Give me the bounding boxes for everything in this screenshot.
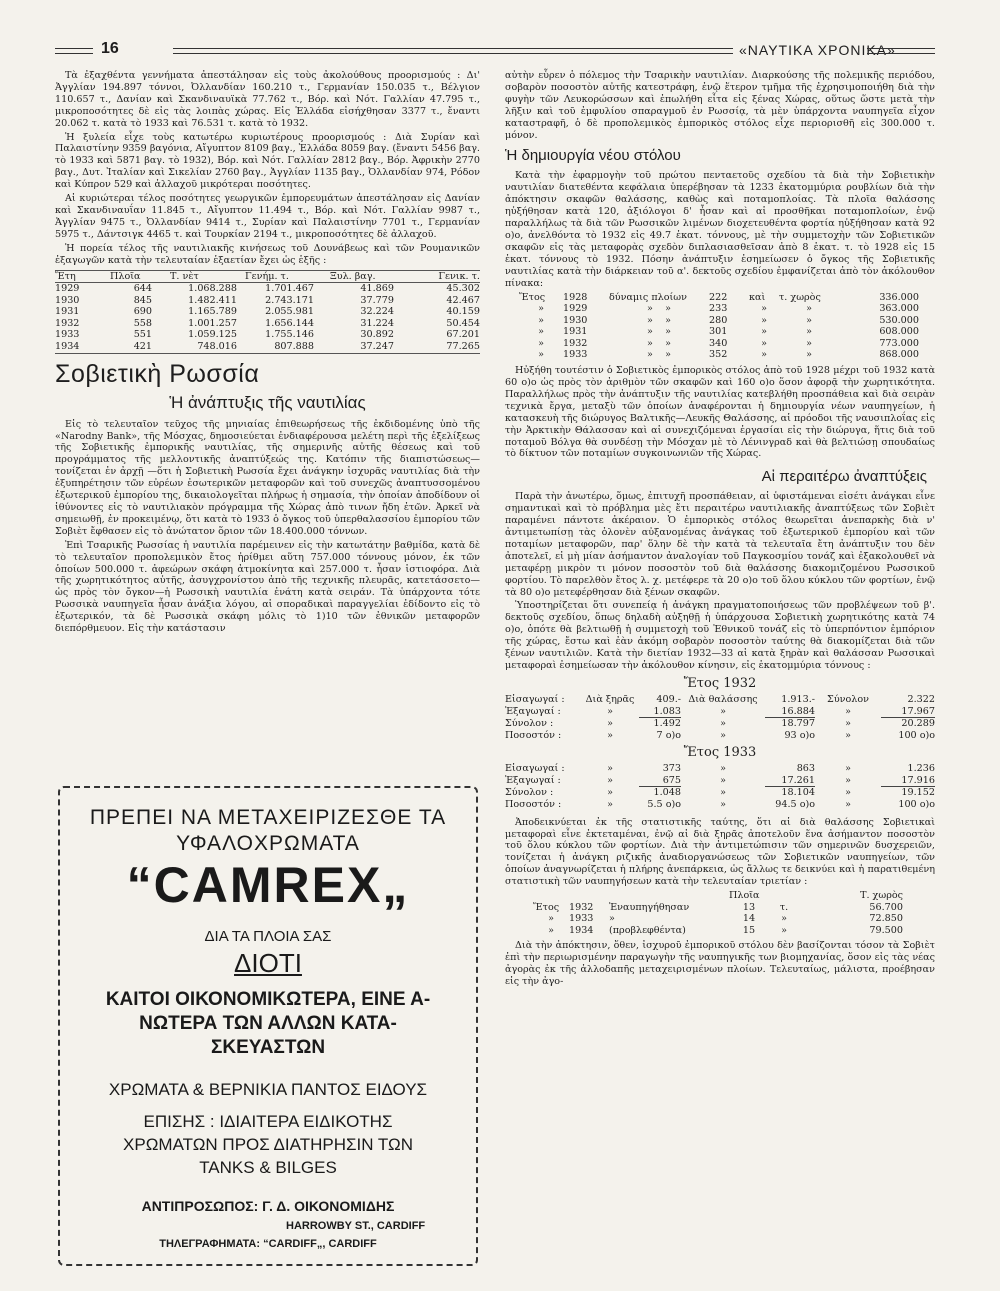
cell-value: 100 ο)ο [898, 799, 935, 811]
cell-ditto: » [806, 314, 812, 326]
cell-ships: 352 [709, 349, 728, 361]
cell-year: 1929 [55, 283, 80, 295]
ditto-mark: » [665, 337, 671, 349]
cell-mode: Διὰ θαλάσσης [688, 693, 758, 705]
table-title-1932: Ἔτος 1932 [683, 675, 757, 691]
cell-mode: » [607, 799, 613, 811]
cell-general: 67.201 [446, 329, 480, 341]
cell-tons: 72.850 [869, 913, 903, 925]
cell-value: 1.492 [653, 718, 681, 730]
cell-ditto: » [806, 349, 812, 361]
cell-ships: 14 [742, 913, 756, 925]
ad-agent: ΑΝΤΙΠΡΟΣΩΠΟΣ: Γ. Δ. ΟΙΚΟΝΟΜΙΔΗΣ [141, 1198, 395, 1214]
cell-mode: » [720, 763, 726, 775]
cell-status: Ἐναυπηγήθησαν [609, 901, 690, 913]
paragraph: Ἀποδεικνύεται ἐκ τῆς στατιστικῆς ταύτης, ὅτι αἱ διὰ θαλάσσης Σοβιετικαὶ μεταφοραὶ εἶνε ἐκτεταμέναι, ἐνῷ αἱ διὰ ξηρᾶς ἀποτελοῦν ἕνα ἀσήμαντον ποσοστὸν τοῦ ὅλου κύκλου τῶν φορτίων. Διὰ τὴν ἀντιμετώπισιν τῶν σημερινῶν δυσχερειῶν, τονίζεται ἡ ἀνάγκη ριζικῆς ἀναδιοργανώσεως τῶν Σοβιετικῶν ναυπηγείων, τῶν ὁποίων ἀναγνωρίζεται ἡ πλήρης ἀνεπάρκεια, ὡς ἄλλως τε δεικνύει καὶ ἡ παρατιθεμένη στατιστικὴ τῶν ναυπηγήσεων κατὰ τὴν τελευταίαν τριετίαν : [505, 816, 935, 888]
cell-mode: » [845, 775, 851, 787]
cell-year: 1928 [563, 291, 588, 303]
ad-claim [60, 988, 476, 1060]
cell-value: 17.916 [881, 775, 935, 787]
cell-empty [533, 890, 569, 902]
paragraph: Ἡ πορεία τέλος τῆς ναυτιλιακῆς κινήσεως τοῦ Δουνάβεως καὶ τῶν Ρουμανικῶν ἐξαγωγῶν κατὰ τὴν τελευταίαν ἑξαετίαν ἔχει ὡς ἑξῆς : [55, 242, 480, 266]
cell-ditto: » [538, 337, 544, 349]
cell-general: 45.302 [446, 283, 480, 295]
paragraph: αὐτὴν εὗρεν ὁ πόλεμος τὴν Τσαρικὴν ναυτιλίαν. Διαρκούσης τῆς πολεμικῆς περιόδου, σοβαρὸν ποσοστὸν αὐτῆς κατεστράφη, ἐνῷ ἕτερον τμῆμα τῆς ἐχρησιμοποιήθη διὰ τὴν φυγὴν τῶν Λευκορώσσων καὶ ἐπωλήθη εἶτα εἰς ξένας Χώρας, οὕτως ὥστε μετὰ τὴν λῆξιν καὶ τοῦ ἐμφυλίου σπαραγμοῦ ἐν Ρωσσίᾳ, τὰ μὲν ὑπάρχοντα ναυπηγεῖα εἶχον καταστραφῆ, ὁ δὲ προπολεμικὸς ἐμπορικὸς στόλος εἶχε περιορισθῆ εἰς 300.000 τ. μόνον. [505, 70, 935, 141]
cell-status: (προβλεφθέντα) [609, 924, 686, 936]
cell-timber: 37.247 [360, 341, 394, 353]
cell-mode: » [607, 787, 613, 799]
page-header [55, 40, 935, 62]
cell-value: 18.104 [781, 787, 815, 799]
cell-timber: 41.869 [360, 283, 394, 295]
ditto-mark: » [647, 314, 653, 326]
cell-year: 1933 [569, 913, 594, 925]
cell-unit: » [781, 924, 787, 936]
table-row [505, 706, 935, 718]
cell-net: 1.068.288 [188, 283, 237, 295]
shipbuilding-table [533, 890, 903, 936]
paragraph: Διὰ τὴν ἀπόκτησιν, ὅθεν, ἰσχυροῦ ἐμπορικοῦ στόλου δὲν βασίζονται τόσον τὰ Σοβιὲτ ἐπὶ τὴν περιωρισμένην παραγωγὴν τῆς ναυπηγικῆς των βιομηχανίας, ὅσον εἰς τὰς νέας ἀγορὰς ἐκ τῆς ἀλλοδαπῆς μεταχειρισμένων πλοίων. Τελευταίως, μάλιστα, προέβησαν εἰς τὴν ἀγο- [505, 940, 935, 988]
cell-value: 2.322 [907, 693, 935, 705]
ad-specialty-line: ΕΠΙΣΗΣ : ΙΔΙΑΙΤΕΡΑ ΕΙΔΙΚΟΤΗΣ [143, 1112, 393, 1131]
page-number: 16 [101, 40, 119, 57]
table-row [519, 338, 919, 350]
ad-claim-line: ΣΚΕΥΑΣΤΩΝ [210, 1037, 326, 1058]
cell-year: 1934 [55, 341, 80, 353]
cell-timber: 37.779 [360, 294, 394, 306]
section-title: Σοβιετικὴ Ρωσσία [55, 359, 260, 388]
section-heading: Ἡ δημιουργία νέου στόλου [505, 147, 681, 165]
cell-value: 100 ο)ο [898, 729, 935, 741]
table-row [505, 799, 935, 811]
cell-ships: 340 [709, 337, 728, 349]
table-header: Πλοῖα [110, 270, 141, 282]
cell-year: 1934 [569, 924, 594, 936]
cell-tons: 608.000 [879, 326, 919, 338]
cell-ships: 15 [742, 924, 756, 936]
cell-label: Εἰσαγωγαί : [505, 693, 565, 705]
paragraph: Αἱ κυριώτεραι τέλος ποσότητες γεωργικῶν ἐμπορευμάτων ἀπεστάλησαν εἰς Δανίαν καὶ Σκανδιναυΐαν 11.845 τ., Αἴγυπτον 11.494 τ., Βόρ. καὶ Νότ. Γαλλίαν 9987 τ., Ἀγγλίαν 9475 τ., Ὀλλανδίαν 9414 τ., Συρίαν καὶ Παλαιστίνην 7701 τ., Γερμανίαν 5975 τ., Δάντσιγκ 4465 τ. καὶ Τουρκίαν 2194 τ., μικροποσότητες δὲ ἀλλαχοῦ. [55, 193, 480, 240]
ad-telegram: ΤΗΛΕΓΡΑΦΗΜΑΤΑ: “CARDIFF„, CARDIFF [159, 1238, 377, 1250]
cell-label: δύναμις πλοίων [609, 291, 687, 303]
cell-timber: 32.224 [360, 306, 394, 318]
cell-status: » [609, 913, 615, 925]
cell-value: 20.289 [901, 718, 935, 730]
cell-label: Σύνολον : [505, 787, 554, 799]
table-row [505, 763, 935, 775]
cell-mode: » [607, 763, 613, 775]
ditto-mark: » [665, 326, 671, 338]
cell-ditto [609, 303, 709, 315]
cell-ditto: » [806, 337, 812, 349]
ad-specialty-line: TANKS & BILGES [199, 1158, 337, 1177]
cell-header: Τ. χωρὸς [860, 890, 903, 902]
cell-unit: τ. [779, 901, 789, 913]
ad-claim-line: ΝΩΤΕΡΑ ΤΩΝ ΑΛΛΩΝ ΚΑΤΑ- [139, 1013, 397, 1034]
cell-grain: 2.055.981 [265, 306, 314, 318]
cell-year: 1932 [569, 901, 594, 913]
transport-table-1933 [505, 763, 935, 810]
danube-table [55, 270, 480, 354]
cell-value: 5.5 ο)ο [647, 799, 681, 811]
cell-tons: 530.000 [879, 314, 919, 326]
cell-mode: » [720, 717, 726, 729]
table-row [519, 315, 919, 327]
table-header: Γενικ. τ. [438, 270, 480, 282]
cell-year: 1930 [563, 314, 588, 326]
cell-value: 373 [662, 763, 681, 775]
cell-grain: 1.656.144 [265, 317, 314, 329]
section-heading: Αἱ περαιτέρω ἀναπτύξεις [761, 468, 927, 486]
cell-ditto: » [806, 303, 812, 315]
table-row [533, 890, 903, 902]
cell-ditto [609, 338, 709, 350]
cell-ships: 233 [709, 303, 728, 315]
cell-mode: » [845, 799, 851, 811]
cell-mode: » [607, 775, 613, 787]
cell-ships: 551 [133, 329, 152, 341]
cell-value: 16.884 [765, 706, 815, 718]
ad-address: HARROWBY ST., CARDIFF [286, 1220, 426, 1232]
cell-mode: » [720, 775, 726, 787]
cell-year: 1933 [563, 349, 588, 361]
table-row [533, 925, 903, 937]
cell-value: 409.- [656, 693, 681, 705]
cell-grain: 807.888 [274, 341, 314, 353]
cell-ditto: » [761, 337, 767, 349]
table-header: Τ. νὲτ [170, 270, 199, 282]
cell-mode: » [720, 787, 726, 799]
cell-value: 675 [639, 775, 681, 787]
cell-mode: » [845, 787, 851, 799]
cell-value: 94.5 ο)ο [775, 799, 815, 811]
cell-value: 863 [796, 763, 815, 775]
camrex-advertisement [58, 786, 478, 1266]
cell-year: 1932 [55, 317, 80, 329]
cell-label: Ποσοστόν : [505, 729, 562, 741]
cell-year: 1930 [55, 294, 80, 306]
cell-value: 18.797 [781, 718, 815, 730]
ditto-mark: » [647, 303, 653, 315]
cell-label: » [548, 924, 554, 936]
ad-text: ΔΙΟΤΙ [234, 948, 302, 978]
cell-mode: » [720, 705, 726, 717]
cell-label: καὶ [749, 291, 766, 303]
cell-label: Ἐξαγωγαί : [505, 705, 561, 717]
ad-brand: “CAMREX„ [126, 857, 410, 913]
cell-timber: 30.892 [360, 329, 394, 341]
ditto-mark: » [647, 337, 653, 349]
table-header: Ξυλ. βαγ. [330, 270, 376, 282]
table-header: Ἔτη [55, 270, 76, 282]
right-column [505, 70, 935, 990]
cell-ditto: » [538, 349, 544, 361]
cell-empty [769, 890, 799, 902]
cell-value: 1.236 [907, 763, 935, 775]
cell-ships: 280 [709, 314, 728, 326]
cell-value: 17.967 [881, 706, 935, 718]
paragraph: Ἐπὶ Τσαρικῆς Ρωσσίας ἡ ναυτιλία παρέμεινεν εἰς τὴν κατωτάτην βαθμίδα, κατὰ δὲ τὸ τελευταῖον προπολεμικὸν ἔτος ἠρίθμει αὕτη 757.000 τόννους μόνον, ἐκ τῶν ὁποίων 500.000 τ. ἀφεώρων σκάφη ἀτμοκίνητα καὶ 257.000 τ. ἦσαν ἱστιοφόρα. Διὰ τῆς χωρητικότητος αὐτῆς, ἀσυγχρονίστου ἀπὸ τῆς τεχνικῆς πλευρᾶς, κατετάσσετο—ὡς πρὸς τὸν ὄγκον—ἡ Ρωσσικὴ ναυτιλία ἐνάτη κατὰ σειράν. Τὰ ὑπάρχοντα τότε Ρωσσικὰ ναυπηγεῖα ἦσαν ἀνάξια λόγου, αἱ σποραδικαὶ παραγγελίαι ἐδίδοντο εἰς τὸ ἐξωτερικόν, τὰ δὲ Ρωσσικὰ σκάφη μόλις τὸ 1)10 τῶν ἐθνικῶν μεταφορῶν διεπόρθμευον. Εἰς τὴν κατάστασιν [55, 539, 480, 635]
cell-ditto [609, 349, 709, 361]
cell-general: 77.265 [446, 341, 480, 353]
cell-mode: » [845, 717, 851, 729]
cell-year: 1933 [55, 329, 80, 341]
cell-mode: » [607, 717, 613, 729]
cell-tons: 363.000 [879, 303, 919, 315]
ditto-mark: » [665, 349, 671, 361]
cell-label: Ποσοστόν : [505, 799, 562, 811]
cell-year: 1929 [563, 303, 588, 315]
magazine-title: «ΝΑΥΤΙΚΑ ΧΡΟΝΙΚΑ» [739, 42, 896, 58]
paragraph: Παρὰ τὴν ἀνωτέρω, ὅμως, ἐπιτυχῆ προσπάθειαν, αἱ ὑφιστάμεναι εἰσέτι ἀνάγκαι εἶνε σημαντικαὶ καὶ τὸ πρόβλημα μὲς ἔτι περαιτέρω ναυτιλιακῆς ἀναπτύξεως τῶν Σοβιὲτ παραμένει πάντοτε ἀκέραιον. Ὁ ἐμπορικὸς στόλος θεωρεῖται ἀνεπαρκὴς διὰ ν' ἀντιμετωπίσῃ τὰς ὁλονὲν αὐξανομένας ἀνάγκας τοῦ ἐξωτερικοῦ ἐμπορίου καὶ τῶν ποταμίων μεταφορῶν, παρ' ὅλην δὲ τὴν κατὰ τὰ τελευταῖα ἔτη ἀνάπτυξιν του δὲν ἀποτελεῖ, εἰ μὴ μίαν ἀσήμαντον ἀναλογίαν τοῦ Παγκοσμίου τονάζ καὶ ἐξακολουθεῖ νὰ μεταφέρῃ μικρὸν τι μόνον ποσοστὸν τοῦ διὰ θαλάσσης διακομιζομένου Ρωσσικοῦ φορτίου. Τὸ παρελθὸν ἔτος λ. χ. μετέφερε τὰ 20 ο)ο τοῦ ὅλου κύκλου τῶν φορτίων, ἐνῷ τὰ 80 ο)ο μετεφέρθησαν διὰ ξένων σκαφῶν. [505, 491, 935, 598]
cell-ditto: » [761, 326, 767, 338]
cell-tons: 773.000 [879, 337, 919, 349]
cell-ships: 222 [709, 291, 728, 303]
paragraph: Κατὰ τὴν ἐφαρμογὴν τοῦ πρώτου πενταετοῦς σχεδίου τὰ διὰ τὴν Σοβιετικὴν ναυτιλίαν διατεθέντα κεφάλαια ὑπερέβησαν τὰ 1233 ἑκατομμύρια ρουβλίων διὰ τὴν ἀπόκτησιν σκαφῶν θαλάσσης, καθὼς καὶ ποταμοπλοίας. Τὰ πλοῖα θαλάσσης ηὐξήθησαν κατὰ 120, ἀξιόλογοι δ' ἦσαν καὶ αἱ προσθῆκαι ποταμοπλοίων, ἐνῷ παραλλήλως τὰ διὰ τῶν Ρωσσικῶν λιμένων διοχετευθέντα φορτία ηὐξήθησαν κατὰ 92 ο)ο, ἀνελθόντα τὸ 1932 εἰς 49.7 ἑκατ. τόννους, μὲ τὴν συμμετοχὴν τῶν Σοβιετικῶν σκαφῶν εἰς τὰς μεταφορὰς σχεδὸν διπλασιασθεῖσαν ἀπὸ 8 ἑκατ. τ. τὸ 1928 εἰς 15 ἑκατ. τόννους τὸ 1932. Πόσην ἀνάπτυξιν ἐσημείωσεν ὁ ὄγκος τῆς Σοβιετικῆς ναυτιλίας κατὰ τὴν διάρκειαν τοῦ α'. δεκτοῦς σχεδίου ἐμφανίζεται ἀπὸ τὸν ἀκόλουθον πίνακα: [505, 170, 935, 289]
header-rule [55, 48, 93, 54]
table-row [519, 326, 919, 338]
cell-ditto: » [806, 326, 812, 338]
cell-ditto [609, 326, 709, 338]
cell-net: 748.016 [197, 341, 237, 353]
cell-ditto: » [761, 303, 767, 315]
table-row [519, 349, 919, 361]
cell-ships: 13 [742, 901, 756, 913]
table-row [519, 292, 919, 304]
table-header: Γενήμ. τ. [245, 270, 289, 282]
ad-headline: ΥΦΑΛΟΧΡΩΜΑΤΑ [176, 832, 360, 855]
cell-value: 93 ο)ο [784, 729, 815, 741]
ad-specialty [60, 1110, 476, 1179]
header-rule [867, 48, 935, 54]
table-row [505, 775, 935, 787]
cell-value: 1.083 [639, 706, 681, 718]
ad-claim-line: ΚΑΙΤΟΙ ΟΙΚΟΝΟΜΙΚΩΤΕΡΑ, ΕΙΝΕ Α- [105, 989, 431, 1010]
cell-ships: 690 [133, 306, 152, 318]
cell-mode: » [720, 729, 726, 741]
paragraph: Ὑποστηρίζεται ὅτι συνεπείᾳ ἡ ἀνάγκη πραγματοποιήσεως τῶν προβλέψεων τοῦ β'. δεκτοῦς σχεδίου, ὅπως δηλαδὴ αὐξηθῇ ἡ ὑπάρχουσα Σοβιετικὴ χωρητικότης κατὰ 74 ο)ο, ὁπότε θὰ βελτιωθῇ ἡ συμμετοχὴ τοῦ Ἐθνικοῦ τονάζ εἰς τὸ ὑπερπόντιον ἐμπόριον τῆς χώρας, ἔστω καὶ ἐὰν ἀκόμη σοβαρὸν ποσοστὸν ταύτης θὰ διακομίζεται διὰ τῶν ξένων ναυτιλιῶν. Κατὰ τὴν διετίαν 1932—33 αἱ κατὰ ξηρὰν καὶ θαλάσσαν Ρωσσικαὶ μεταφοραὶ ἐσημείωσαν τὴν ἀκόλουθον κίνησιν, εἰς ἑκατομμύρια τόννους : [505, 600, 935, 671]
ditto-mark: » [665, 303, 671, 315]
table-row [505, 718, 935, 730]
cell-ditto: » [538, 303, 544, 315]
cell-label: Ἔτος [533, 901, 560, 913]
cell-label: Σύνολον : [505, 717, 554, 729]
cell-value: 17.261 [765, 775, 815, 787]
table-row [55, 318, 480, 330]
cell-timber: 31.224 [360, 317, 394, 329]
table-row [533, 902, 903, 914]
table-row [55, 295, 480, 307]
ditto-mark: » [665, 314, 671, 326]
cell-ditto [609, 315, 709, 327]
cell-mode: » [845, 729, 851, 741]
cell-tons: 868.000 [879, 349, 919, 361]
cell-year: 1931 [563, 326, 588, 338]
table-title-1933: Ἔτος 1933 [683, 745, 757, 761]
paragraph: Εἰς τὸ τελευταῖον τεῦχος τῆς μηνιαίας ἐπιθεωρήσεως τῆς ἐκδιδομένης ὑπὸ τῆς «Narodny Bank», τῆς Μόσχας, δημοσιεύεται ἐνδιαφέρουσα μελέτη περὶ τῆς ἐξελίξεως τῆς Σοβιετικῆς ἐμπορικῆς ναυτιλίας, τῆς σημερινῆς αὐτῆς θέσεως καὶ τοῦ προγράμματος τῆς μελλοντικῆς ἀναπτύξεώς της. Κατόπιν τῆς διαπιστώσεως—τονίζεται ἐν ἀρχῇ —ὅτι ἡ Σοβιετικὴ Ρωσσία ἔχει ἀνάγκην ἰσχυρᾶς ναυτιλίας διὰ τὴν ἐξυπηρέτησιν τῶν εὐρέων ἐσωτερικῶν μεταφορῶν καὶ τοῦ συνεχῶς ἀναπτυσσομένου ἐξωτερικοῦ ἐμπορίου της, δικαιολογεῖται πλήρως ἡ σημασία, τὴν ὁποίαν ἀποδίδουν οἱ ἰθύνοντες εἰς τὸ ναυτιλιακὸν πρόγραμμα τῆς Χώρας ἀπὸ τινων ἤδη ἐτῶν. Ἀρκεῖ νὰ σημειωθῇ, ἐν προκειμένῳ, ὅτι κατὰ τὸ 1933 ὁ ὄγκος τοῦ ὑπερθαλασσίου ἐμπορίου τῶν Σοβιὲτ ἔφθασεν εἰς τὸ ἀνώτατον ὅριον τῶν 18.400.000 τόννων. [55, 418, 480, 537]
ditto-mark: » [647, 326, 653, 338]
cell-label: τ. χωρὸς [779, 291, 821, 303]
cell-general: 40.159 [446, 306, 480, 318]
cell-ships: 421 [133, 341, 152, 353]
paragraph: Ηὐξήθη τουτέστιν ὁ Σοβιετικὸς ἐμπορικὸς στόλος ἀπὸ τοῦ 1928 μέχρι τοῦ 1932 κατὰ 60 ο)ο ὡς πρὸς τὸν ἀριθμὸν τῶν σκαφῶν καὶ 160 ο)ο ὅσον ἀφορᾷ τὴν χωρητικότητα. Παραλλήλως πρὸς τὴν ἀνάπτυξιν τῆς ναυτιλίας κατεβλήθη προσπάθεια καὶ διὰ σειρὰν τεχνικὰ ἔργα, μεταξὺ τῶν ὁποίων ἀναφέρονται ἡ δημιουργία νέων ναυπηγείων, ἡ κατασκευὴ τῆς διώρυγος Βαλτικῆς—Λευκῆς Θαλάσσης, αἱ πρόοδοι τῆς ναυσιπλοΐας εἰς τὴν Ἀρκτικὴν Θάλασσαν καὶ αἱ συνεχιζόμεναι ἐργασίαι εἰς τὴν διώρυγα, ἥτις διὰ τοῦ ποταμοῦ Βόλγα θὰ συνδέσῃ τὴν Μόσχαν μὲ τὸ Λένινγραδ καὶ θὰ βελτιώσῃ σπουδαίως τὸ δίκτυον τῶν ποταμίων συγκοινωνιῶν τῆς Χώρας. [505, 365, 935, 460]
ad-headline: ΠΡΕΠΕΙ ΝΑ ΜΕΤΑΧΕΙΡΙΖΕΣΘΕ ΤΑ [89, 806, 447, 829]
table-row [55, 341, 480, 353]
cell-tons: 56.700 [869, 901, 903, 913]
cell-mode: » [845, 763, 851, 775]
header-rule [173, 48, 733, 54]
table-row [505, 730, 935, 742]
cell-year: 1931 [55, 306, 80, 318]
cell-mode: Σύνολον [827, 693, 869, 705]
section-subtitle: Ἡ ἀνάπτυξις τῆς ναυτιλίας [169, 392, 366, 412]
cell-grain: 2.743.171 [265, 294, 314, 306]
cell-value: 1.913.- [781, 693, 815, 705]
table-row [505, 694, 935, 706]
cell-mode: » [607, 705, 613, 717]
cell-value: 7 ο)ο [656, 729, 681, 741]
cell-empty [609, 890, 729, 902]
cell-ships: 558 [133, 317, 152, 329]
table-row [55, 283, 480, 295]
ditto-mark: » [647, 349, 653, 361]
cell-ships: 644 [133, 283, 152, 295]
cell-value: 1.048 [653, 787, 681, 799]
cell-label: Ἐξαγωγαί : [505, 775, 561, 787]
cell-net: 1.059.125 [188, 329, 237, 341]
cell-year: 1932 [563, 337, 588, 349]
cell-grain: 1.755.146 [265, 329, 314, 341]
cell-mode: Διὰ ξηρᾶς [585, 693, 635, 705]
cell-ships: 845 [133, 294, 152, 306]
cell-label: Ἔτος [519, 291, 546, 303]
cell-mode: » [607, 729, 613, 741]
cell-empty [569, 890, 609, 902]
cell-ditto: » [538, 326, 544, 338]
paragraph: Τὰ ἐξαχθέντα γεννήματα ἀπεστάλησαν εἰς τοὺς ἀκολούθους προορισμούς : Δι' Ἀγγλίαν 194.897 τόννοι, Ὀλλανδίαν 160.210 τ., Γερμανίαν 150.035 τ., Βέλγιον 110.657 τ., Δανίαν καὶ Σκανδιναυϊκὰ 77.762 τ., Βόρ. καὶ Νότ. Γαλλίαν 47.795 τ., μικροποσότητες δὲ εἰς τὰς λοιπὰς χώρας. Εἰς Ἑλλάδα εἰσήχθησαν 3377 τ., ἔναντι 20.062 τ. κατὰ τὸ 1933 καὶ 76.531 τ. κατὰ τὸ 1932. [55, 70, 480, 129]
ad-text: ΔΙΑ ΤΑ ΠΛΟΙΑ ΣΑΣ [204, 928, 332, 945]
cell-label: » [548, 913, 554, 925]
table-row [533, 913, 903, 925]
ad-specialty-line: ΧΡΩΜΑΤΩΝ ΠΡΟΣ ΔΙΑΤΗΡΗΣΙΝ ΤΩΝ [123, 1135, 413, 1154]
cell-grain: 1.701.467 [265, 283, 314, 295]
cell-mode: » [845, 705, 851, 717]
cell-label: Εἰσαγωγαί : [505, 763, 565, 775]
ad-text: ΧΡΩΜΑΤΑ & ΒΕΡΝΙΚΙΑ ΠΑΝΤΟΣ ΕΙΔΟΥΣ [108, 1080, 428, 1099]
cell-net: 1.165.789 [188, 306, 237, 318]
table-row [519, 303, 919, 315]
fleet-table [519, 292, 919, 362]
table-row [55, 329, 480, 341]
cell-unit: » [781, 913, 787, 925]
cell-value: 19.152 [901, 787, 935, 799]
cell-net: 1.001.257 [188, 317, 237, 329]
cell-tons: 336.000 [879, 291, 919, 303]
cell-mode: » [720, 799, 726, 811]
cell-ships: 301 [709, 326, 728, 338]
cell-general: 42.467 [446, 294, 480, 306]
table-row [505, 787, 935, 799]
cell-net: 1.482.411 [188, 294, 237, 306]
cell-tons: 79.500 [869, 924, 903, 936]
transport-table-1932 [505, 694, 935, 741]
left-column [55, 70, 480, 637]
cell-ditto: » [538, 314, 544, 326]
cell-header: Πλοῖα [729, 890, 760, 902]
cell-general: 50.454 [446, 317, 480, 329]
cell-ditto: » [761, 349, 767, 361]
cell-ditto: » [761, 314, 767, 326]
table-row [55, 306, 480, 318]
paragraph: Ἡ ξυλεία εἶχε τοὺς κατωτέρω κυριωτέρους προορισμούς : Διὰ Συρίαν καὶ Παλαιστίνην 9359 βαγόνια, Αἴγυπτον 8109 βαγ., Ἑλλάδα 8059 βαγ. (ἔναντι 5456 βαγ. τὸ 1933 καὶ 5871 βαγ. τὸ 1932), Βόρ. καὶ Νότ. Γαλλίαν 2812 βαγ., Βόρ. Ἀφρικὴν 2770 βαγ., Δυτ. Ἰταλίαν καὶ Σικελίαν 2760 βαγ., Ἀγγλίαν 1135 βαγ., Ὀλλανδίαν 974, Ρόδον καὶ Κύπρον 529 καὶ ἀλλαχοῦ μικρότεραι ποσότητες. [55, 131, 480, 191]
